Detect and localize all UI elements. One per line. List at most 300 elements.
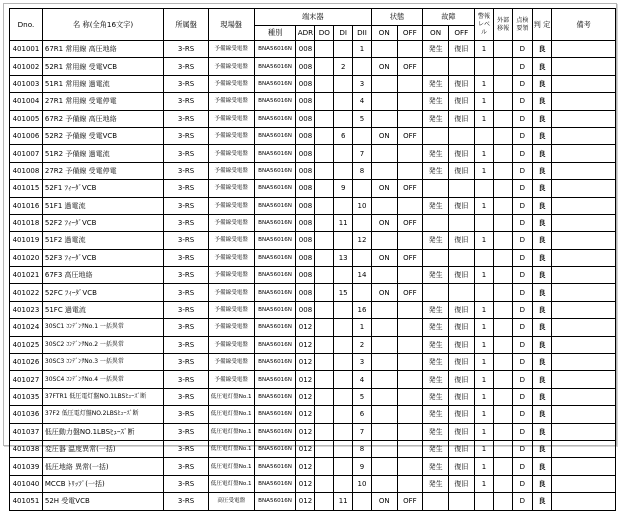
cell-inspection: D bbox=[513, 284, 533, 301]
cell-state-on bbox=[371, 336, 397, 353]
cell-judgment: 良 bbox=[532, 354, 552, 371]
cell-adr: 012 bbox=[296, 423, 315, 440]
cell-state-off: OFF bbox=[397, 58, 423, 75]
header-external-move: 外部移報 bbox=[494, 9, 513, 41]
cell-fault-on: 発生 bbox=[423, 267, 449, 284]
cell-external-move bbox=[494, 371, 513, 388]
cell-external-move bbox=[494, 493, 513, 510]
cell-di: 13 bbox=[334, 249, 353, 266]
cell-inspection: D bbox=[513, 267, 533, 284]
table-row bbox=[10, 493, 616, 510]
cell-fault-on bbox=[423, 127, 449, 144]
cell-dii: 6 bbox=[353, 406, 372, 423]
cell-state-off bbox=[397, 267, 423, 284]
cell-alarm-level: 1 bbox=[474, 301, 494, 318]
cell-adr: 008 bbox=[296, 197, 315, 214]
cell-remarks bbox=[552, 75, 616, 92]
cell-inspection: D bbox=[513, 127, 533, 144]
cell-inspection: D bbox=[513, 214, 533, 231]
cell-panel: 3-RS bbox=[164, 371, 208, 388]
cell-inspection: D bbox=[513, 319, 533, 336]
cell-adr: 008 bbox=[296, 145, 315, 162]
cell-panel: 3-RS bbox=[164, 267, 208, 284]
cell-inspection: D bbox=[513, 440, 533, 457]
cell-adr: 008 bbox=[296, 127, 315, 144]
cell-site-panel: 予備線受電盤 bbox=[208, 127, 254, 144]
cell-judgment: 良 bbox=[532, 284, 552, 301]
cell-remarks bbox=[552, 336, 616, 353]
table-row bbox=[10, 319, 616, 336]
cell-do bbox=[315, 214, 334, 231]
cell-inspection: D bbox=[513, 493, 533, 510]
cell-external-move bbox=[494, 388, 513, 405]
cell-fault-off: 復旧 bbox=[448, 197, 474, 214]
cell-state-on bbox=[371, 41, 397, 58]
cell-state-on bbox=[371, 93, 397, 110]
cell-external-move bbox=[494, 41, 513, 58]
cell-di bbox=[334, 232, 353, 249]
cell-remarks bbox=[552, 93, 616, 110]
cell-panel: 3-RS bbox=[164, 493, 208, 510]
cell-dii: 8 bbox=[353, 162, 372, 179]
cell-external-move bbox=[494, 336, 513, 353]
cell-type: BNA56016N bbox=[254, 284, 296, 301]
cell-site-panel: 予備線受電盤 bbox=[208, 145, 254, 162]
table-row bbox=[10, 475, 616, 492]
cell-state-off bbox=[397, 440, 423, 457]
cell-di bbox=[334, 336, 353, 353]
cell-type: BNA56016N bbox=[254, 493, 296, 510]
cell-dii bbox=[353, 58, 372, 75]
cell-do bbox=[315, 423, 334, 440]
cell-site-panel: 低圧電灯盤No.1 bbox=[208, 440, 254, 457]
cell-type: BNA56016N bbox=[254, 110, 296, 127]
table-row bbox=[10, 284, 616, 301]
cell-remarks bbox=[552, 180, 616, 197]
cell-fault-on: 発生 bbox=[423, 475, 449, 492]
cell-dno: 401021 bbox=[10, 267, 43, 284]
cell-do bbox=[315, 180, 334, 197]
cell-site-panel: 予備線受電盤 bbox=[208, 41, 254, 58]
cell-site-panel: 低圧電灯盤No.1 bbox=[208, 458, 254, 475]
header-state: 状態 bbox=[371, 9, 422, 26]
cell-do bbox=[315, 127, 334, 144]
header-dii: DII bbox=[353, 26, 372, 41]
cell-remarks bbox=[552, 110, 616, 127]
cell-do bbox=[315, 284, 334, 301]
cell-dii: 3 bbox=[353, 354, 372, 371]
cell-name: 30SC4 ｺﾝﾃﾞﾝｻNo.4 一括異常 bbox=[42, 371, 163, 388]
cell-panel: 3-RS bbox=[164, 127, 208, 144]
cell-type: BNA56016N bbox=[254, 267, 296, 284]
cell-fault-off bbox=[448, 127, 474, 144]
cell-adr: 012 bbox=[296, 371, 315, 388]
cell-do bbox=[315, 41, 334, 58]
cell-dii: 1 bbox=[353, 41, 372, 58]
cell-name: 30SC3 ｺﾝﾃﾞﾝｻNo.3 一括異常 bbox=[42, 354, 163, 371]
cell-judgment: 良 bbox=[532, 458, 552, 475]
cell-inspection: D bbox=[513, 145, 533, 162]
cell-fault-on: 発生 bbox=[423, 423, 449, 440]
cell-judgment: 良 bbox=[532, 406, 552, 423]
cell-judgment: 良 bbox=[532, 371, 552, 388]
cell-judgment: 良 bbox=[532, 319, 552, 336]
cell-di: 11 bbox=[334, 214, 353, 231]
cell-state-on: ON bbox=[371, 284, 397, 301]
cell-dii: 7 bbox=[353, 423, 372, 440]
cell-name: 52F3 ﾌｨｰﾀﾞVCB bbox=[42, 249, 163, 266]
cell-remarks bbox=[552, 406, 616, 423]
cell-external-move bbox=[494, 58, 513, 75]
cell-dii bbox=[353, 127, 372, 144]
cell-dii: 8 bbox=[353, 440, 372, 457]
cell-dno: 401015 bbox=[10, 180, 43, 197]
cell-type: BNA56016N bbox=[254, 249, 296, 266]
cell-alarm-level: 1 bbox=[474, 145, 494, 162]
cell-do bbox=[315, 371, 334, 388]
cell-remarks bbox=[552, 145, 616, 162]
cell-alarm-level: 1 bbox=[474, 319, 494, 336]
cell-adr: 008 bbox=[296, 249, 315, 266]
cell-di bbox=[334, 371, 353, 388]
cell-inspection: D bbox=[513, 406, 533, 423]
table-row bbox=[10, 423, 616, 440]
cell-state-on bbox=[371, 406, 397, 423]
cell-remarks bbox=[552, 423, 616, 440]
cell-fault-off: 復旧 bbox=[448, 145, 474, 162]
cell-adr: 012 bbox=[296, 493, 315, 510]
header-remarks: 備考 bbox=[552, 9, 616, 41]
cell-adr: 008 bbox=[296, 75, 315, 92]
cell-remarks bbox=[552, 214, 616, 231]
cell-dii: 16 bbox=[353, 301, 372, 318]
cell-site-panel: 予備線受電盤 bbox=[208, 58, 254, 75]
cell-state-off bbox=[397, 475, 423, 492]
cell-panel: 3-RS bbox=[164, 458, 208, 475]
cell-judgment: 良 bbox=[532, 41, 552, 58]
cell-external-move bbox=[494, 127, 513, 144]
header-judgment: 判 定 bbox=[532, 9, 552, 41]
cell-dno: 401038 bbox=[10, 440, 43, 457]
document-page bbox=[3, 3, 617, 506]
cell-alarm-level bbox=[474, 493, 494, 510]
cell-inspection: D bbox=[513, 41, 533, 58]
cell-state-on: ON bbox=[371, 249, 397, 266]
cell-judgment: 良 bbox=[532, 93, 552, 110]
cell-fault-on bbox=[423, 214, 449, 231]
cell-site-panel: 予備線受電盤 bbox=[208, 180, 254, 197]
cell-state-on bbox=[371, 319, 397, 336]
cell-state-off bbox=[397, 388, 423, 405]
cell-dno: 401022 bbox=[10, 284, 43, 301]
cell-remarks bbox=[552, 371, 616, 388]
cell-state-off bbox=[397, 232, 423, 249]
cell-panel: 3-RS bbox=[164, 41, 208, 58]
cell-inspection: D bbox=[513, 75, 533, 92]
table-row bbox=[10, 41, 616, 58]
cell-do bbox=[315, 267, 334, 284]
cell-di: 6 bbox=[334, 127, 353, 144]
cell-state-off bbox=[397, 93, 423, 110]
table-row bbox=[10, 388, 616, 405]
table-row bbox=[10, 371, 616, 388]
cell-do bbox=[315, 58, 334, 75]
cell-dno: 401006 bbox=[10, 127, 43, 144]
cell-external-move bbox=[494, 110, 513, 127]
cell-fault-off: 復旧 bbox=[448, 301, 474, 318]
cell-adr: 008 bbox=[296, 284, 315, 301]
cell-name: 51F2 過電流 bbox=[42, 232, 163, 249]
cell-judgment: 良 bbox=[532, 197, 552, 214]
cell-di bbox=[334, 301, 353, 318]
cell-judgment: 良 bbox=[532, 249, 552, 266]
cell-di bbox=[334, 440, 353, 457]
cell-alarm-level: 1 bbox=[474, 75, 494, 92]
cell-name: 低圧地絡 異常(一括) bbox=[42, 458, 163, 475]
cell-do bbox=[315, 232, 334, 249]
table-row bbox=[10, 197, 616, 214]
cell-state-off: OFF bbox=[397, 214, 423, 231]
cell-di: 9 bbox=[334, 180, 353, 197]
cell-alarm-level: 1 bbox=[474, 475, 494, 492]
cell-state-off bbox=[397, 423, 423, 440]
cell-alarm-level: 1 bbox=[474, 336, 494, 353]
cell-adr: 012 bbox=[296, 406, 315, 423]
cell-alarm-level bbox=[474, 214, 494, 231]
cell-dno: 401001 bbox=[10, 41, 43, 58]
header-site-panel: 現場盤 bbox=[208, 9, 254, 41]
cell-inspection: D bbox=[513, 475, 533, 492]
cell-name: 52R1 常用線 受電VCB bbox=[42, 58, 163, 75]
cell-type: BNA56016N bbox=[254, 301, 296, 318]
cell-type: BNA56016N bbox=[254, 475, 296, 492]
cell-inspection: D bbox=[513, 301, 533, 318]
cell-panel: 3-RS bbox=[164, 423, 208, 440]
cell-state-off: OFF bbox=[397, 493, 423, 510]
cell-name: 67R2 予備線 高圧地絡 bbox=[42, 110, 163, 127]
cell-state-on bbox=[371, 162, 397, 179]
cell-fault-off: 復旧 bbox=[448, 162, 474, 179]
cell-state-off bbox=[397, 162, 423, 179]
cell-do bbox=[315, 110, 334, 127]
cell-judgment: 良 bbox=[532, 110, 552, 127]
cell-state-off bbox=[397, 406, 423, 423]
cell-dno: 401020 bbox=[10, 249, 43, 266]
cell-fault-on bbox=[423, 58, 449, 75]
cell-judgment: 良 bbox=[532, 267, 552, 284]
cell-name: 52F2 ﾌｨｰﾀﾞVCB bbox=[42, 214, 163, 231]
cell-di bbox=[334, 93, 353, 110]
cell-type: BNA56016N bbox=[254, 180, 296, 197]
cell-fault-on: 発生 bbox=[423, 232, 449, 249]
cell-dno: 401019 bbox=[10, 232, 43, 249]
cell-adr: 012 bbox=[296, 354, 315, 371]
cell-panel: 3-RS bbox=[164, 336, 208, 353]
cell-site-panel: 予備線受電盤 bbox=[208, 162, 254, 179]
cell-dii: 10 bbox=[353, 475, 372, 492]
cell-dii: 7 bbox=[353, 145, 372, 162]
table-row bbox=[10, 162, 616, 179]
cell-remarks bbox=[552, 197, 616, 214]
cell-di bbox=[334, 145, 353, 162]
cell-panel: 3-RS bbox=[164, 58, 208, 75]
table-row bbox=[10, 93, 616, 110]
cell-di bbox=[334, 406, 353, 423]
cell-site-panel: 予備線受電盤 bbox=[208, 232, 254, 249]
cell-judgment: 良 bbox=[532, 301, 552, 318]
cell-panel: 3-RS bbox=[164, 475, 208, 492]
cell-alarm-level bbox=[474, 58, 494, 75]
cell-state-off bbox=[397, 336, 423, 353]
cell-do bbox=[315, 319, 334, 336]
cell-type: BNA56016N bbox=[254, 145, 296, 162]
cell-fault-off: 復旧 bbox=[448, 423, 474, 440]
cell-inspection: D bbox=[513, 197, 533, 214]
cell-alarm-level: 1 bbox=[474, 371, 494, 388]
table-row bbox=[10, 145, 616, 162]
cell-panel: 3-RS bbox=[164, 440, 208, 457]
cell-state-on bbox=[371, 75, 397, 92]
cell-name: 51F1 過電流 bbox=[42, 197, 163, 214]
cell-state-on bbox=[371, 110, 397, 127]
cell-judgment: 良 bbox=[532, 232, 552, 249]
cell-dii bbox=[353, 493, 372, 510]
cell-name: 51FC 過電流 bbox=[42, 301, 163, 318]
cell-adr: 008 bbox=[296, 180, 315, 197]
cell-di: 15 bbox=[334, 284, 353, 301]
cell-di bbox=[334, 319, 353, 336]
cell-di bbox=[334, 197, 353, 214]
cell-do bbox=[315, 145, 334, 162]
cell-state-off: OFF bbox=[397, 127, 423, 144]
cell-type: BNA56016N bbox=[254, 423, 296, 440]
table-row bbox=[10, 440, 616, 457]
cell-type: BNA56016N bbox=[254, 232, 296, 249]
table-row bbox=[10, 267, 616, 284]
cell-state-on bbox=[371, 388, 397, 405]
header-dno: Dno. bbox=[10, 9, 43, 41]
header-state-on: ON bbox=[371, 26, 397, 41]
cell-state-off bbox=[397, 354, 423, 371]
cell-dno: 401039 bbox=[10, 458, 43, 475]
cell-fault-off: 復旧 bbox=[448, 336, 474, 353]
cell-fault-off: 復旧 bbox=[448, 440, 474, 457]
cell-alarm-level bbox=[474, 180, 494, 197]
cell-dno: 401018 bbox=[10, 214, 43, 231]
cell-dii bbox=[353, 214, 372, 231]
cell-inspection: D bbox=[513, 458, 533, 475]
header-panel: 所属盤 bbox=[164, 9, 208, 41]
cell-alarm-level: 1 bbox=[474, 93, 494, 110]
cell-name: 52F1 ﾌｨｰﾀﾞVCB bbox=[42, 180, 163, 197]
cell-fault-off: 復旧 bbox=[448, 75, 474, 92]
cell-fault-off: 復旧 bbox=[448, 232, 474, 249]
cell-do bbox=[315, 388, 334, 405]
cell-fault-on bbox=[423, 284, 449, 301]
cell-di bbox=[334, 423, 353, 440]
cell-state-on bbox=[371, 267, 397, 284]
cell-site-panel: 予備線受電盤 bbox=[208, 354, 254, 371]
cell-external-move bbox=[494, 301, 513, 318]
cell-site-panel: 低圧電灯盤No.1 bbox=[208, 475, 254, 492]
cell-inspection: D bbox=[513, 336, 533, 353]
cell-panel: 3-RS bbox=[164, 197, 208, 214]
cell-panel: 3-RS bbox=[164, 180, 208, 197]
cell-type: BNA56016N bbox=[254, 58, 296, 75]
cell-external-move bbox=[494, 180, 513, 197]
cell-dno: 401003 bbox=[10, 75, 43, 92]
cell-name: 30SC1 ｺﾝﾃﾞﾝｻNo.1 一括異常 bbox=[42, 319, 163, 336]
cell-fault-off: 復旧 bbox=[448, 475, 474, 492]
cell-fault-off: 復旧 bbox=[448, 371, 474, 388]
cell-name: 51R1 常用線 過電流 bbox=[42, 75, 163, 92]
cell-adr: 012 bbox=[296, 475, 315, 492]
cell-name: 52FC ﾌｨｰﾀﾞVCB bbox=[42, 284, 163, 301]
cell-type: BNA56016N bbox=[254, 440, 296, 457]
cell-adr: 008 bbox=[296, 232, 315, 249]
cell-external-move bbox=[494, 267, 513, 284]
cell-state-off: OFF bbox=[397, 180, 423, 197]
cell-dno: 401035 bbox=[10, 388, 43, 405]
cell-alarm-level bbox=[474, 127, 494, 144]
cell-name: 52H 受電VCB bbox=[42, 493, 163, 510]
cell-fault-off: 復旧 bbox=[448, 41, 474, 58]
cell-remarks bbox=[552, 232, 616, 249]
cell-type: BNA56016N bbox=[254, 319, 296, 336]
cell-panel: 3-RS bbox=[164, 388, 208, 405]
cell-inspection: D bbox=[513, 162, 533, 179]
cell-remarks bbox=[552, 267, 616, 284]
cell-dno: 401040 bbox=[10, 475, 43, 492]
cell-alarm-level: 1 bbox=[474, 162, 494, 179]
cell-alarm-level: 1 bbox=[474, 423, 494, 440]
cell-site-panel: 予備線受電盤 bbox=[208, 197, 254, 214]
cell-dii: 10 bbox=[353, 197, 372, 214]
cell-remarks bbox=[552, 475, 616, 492]
cell-fault-on: 発生 bbox=[423, 458, 449, 475]
cell-judgment: 良 bbox=[532, 423, 552, 440]
cell-alarm-level: 1 bbox=[474, 388, 494, 405]
cell-fault-on: 発生 bbox=[423, 354, 449, 371]
cell-fault-off bbox=[448, 284, 474, 301]
cell-dno: 401026 bbox=[10, 354, 43, 371]
cell-remarks bbox=[552, 162, 616, 179]
cell-dno: 401023 bbox=[10, 301, 43, 318]
cell-alarm-level bbox=[474, 249, 494, 266]
cell-adr: 008 bbox=[296, 301, 315, 318]
table-body bbox=[10, 41, 616, 511]
cell-panel: 3-RS bbox=[164, 319, 208, 336]
cell-remarks bbox=[552, 301, 616, 318]
cell-dno: 401008 bbox=[10, 162, 43, 179]
cell-type: BNA56016N bbox=[254, 197, 296, 214]
cell-name: 27R2 予備線 受電停電 bbox=[42, 162, 163, 179]
table-row bbox=[10, 232, 616, 249]
cell-type: BNA56016N bbox=[254, 388, 296, 405]
cell-state-off: OFF bbox=[397, 249, 423, 266]
table-row bbox=[10, 127, 616, 144]
cell-external-move bbox=[494, 75, 513, 92]
cell-type: BNA56016N bbox=[254, 93, 296, 110]
cell-site-panel: 予備線受電盤 bbox=[208, 284, 254, 301]
cell-fault-on: 発生 bbox=[423, 162, 449, 179]
cell-remarks bbox=[552, 41, 616, 58]
table-row bbox=[10, 458, 616, 475]
header-fault-on: ON bbox=[423, 26, 449, 41]
cell-remarks bbox=[552, 319, 616, 336]
cell-fault-off bbox=[448, 58, 474, 75]
cell-fault-on: 発生 bbox=[423, 388, 449, 405]
